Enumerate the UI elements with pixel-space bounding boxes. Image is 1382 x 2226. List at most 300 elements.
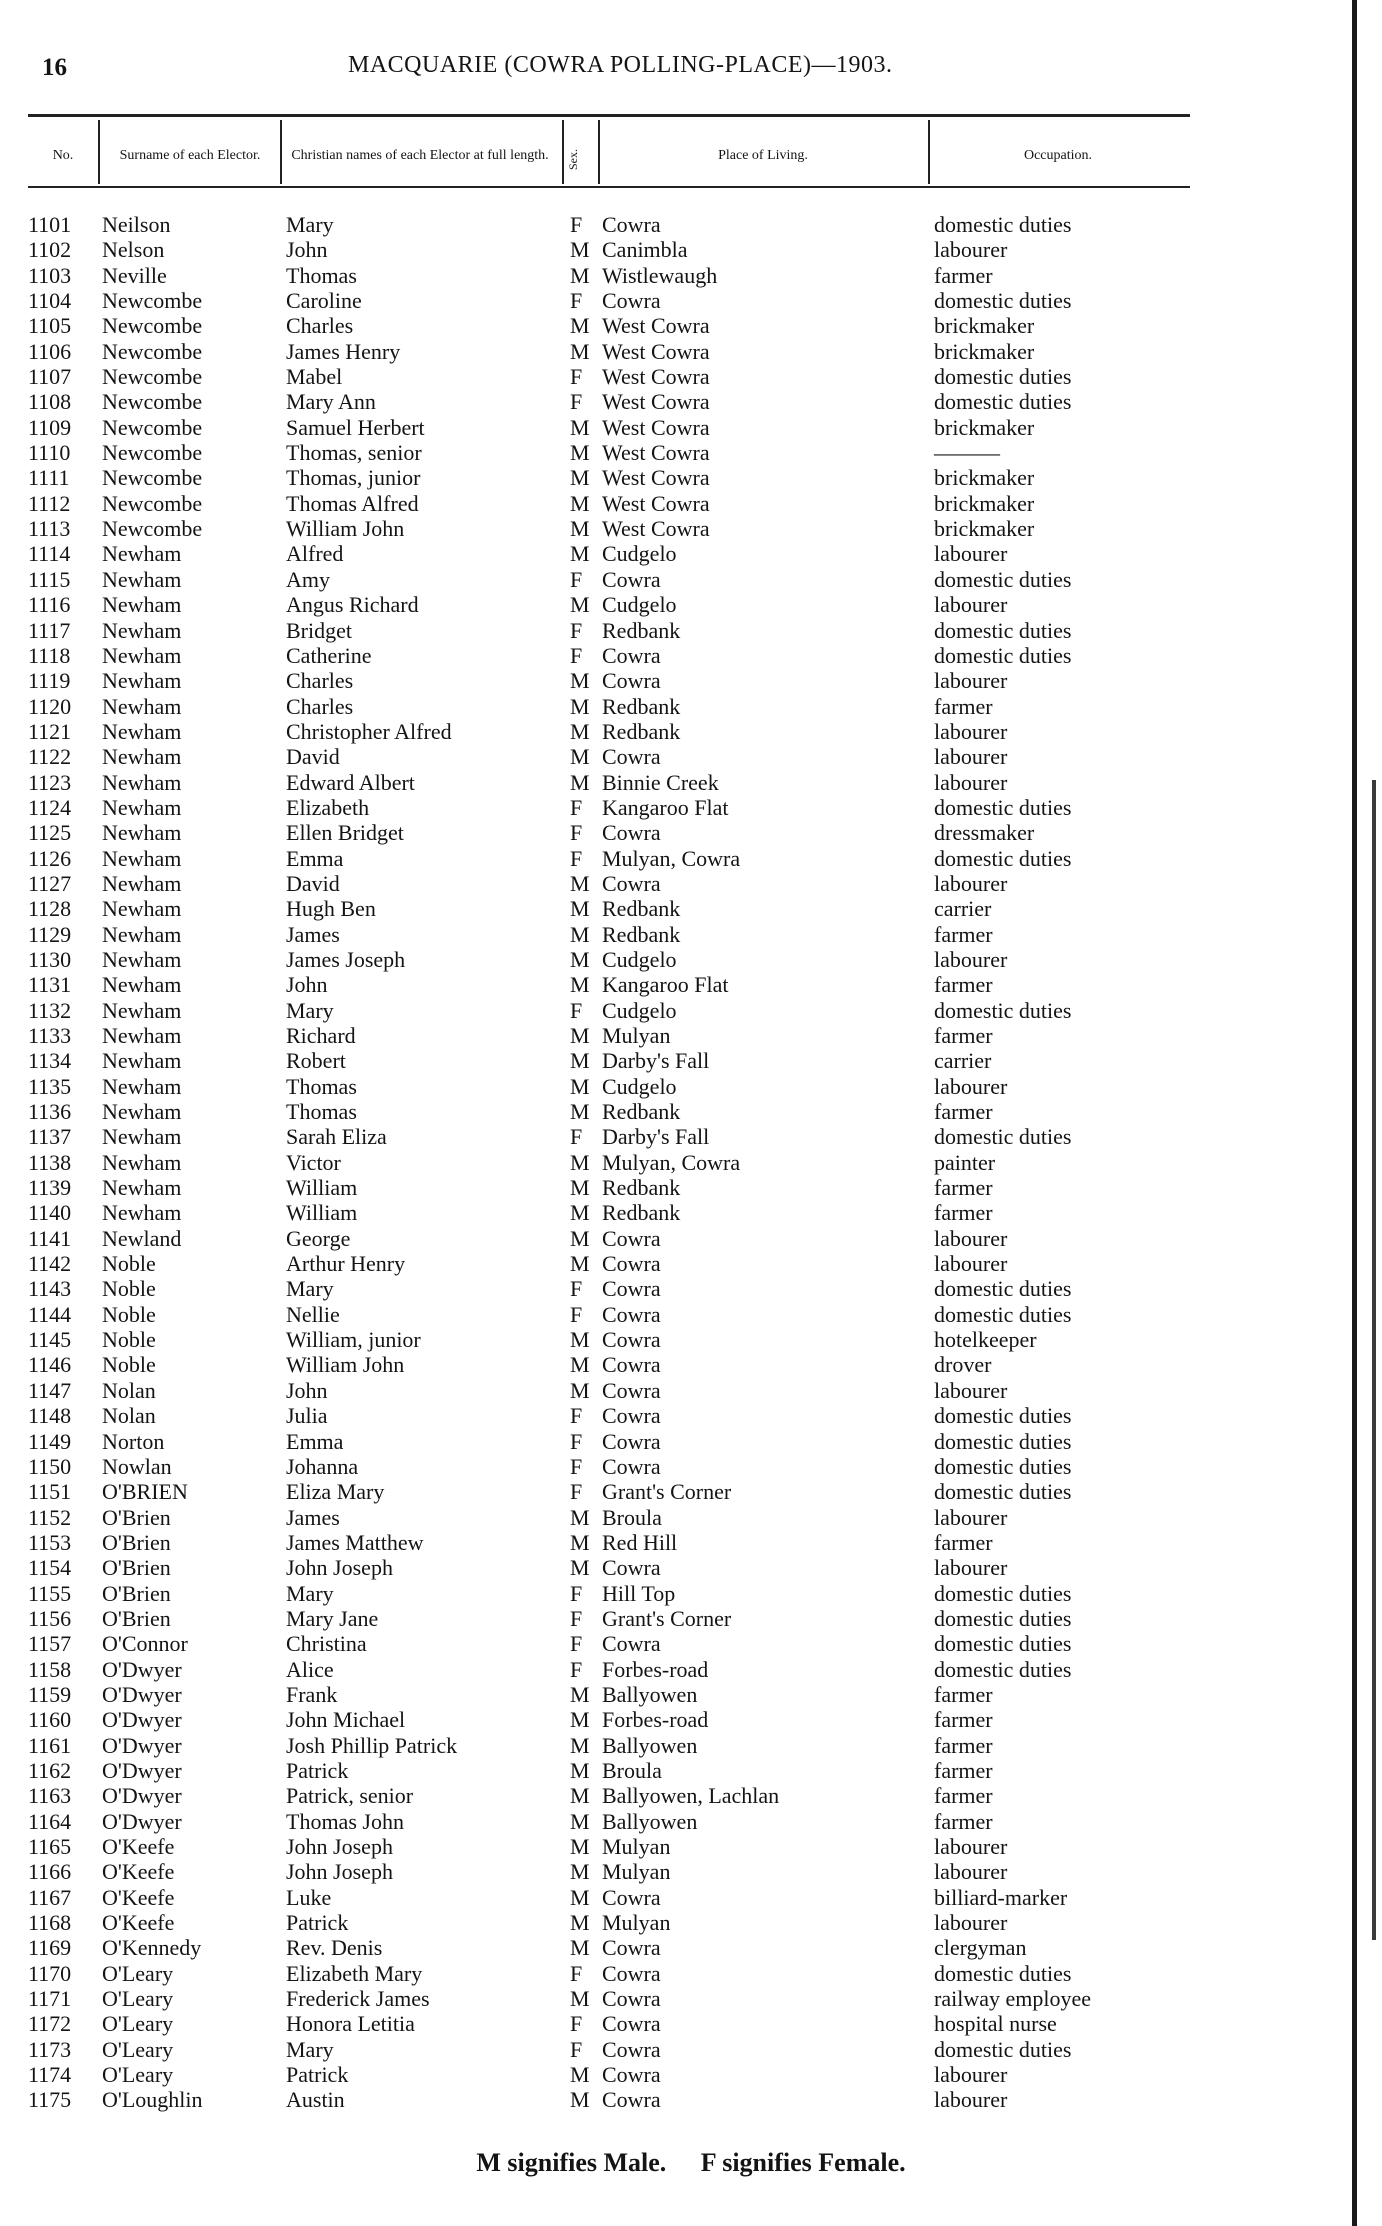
elector-place-of-living: West Cowra: [602, 465, 710, 491]
elector-place-of-living: Cowra: [602, 1377, 661, 1403]
table-row: [0, 592, 1382, 617]
elector-place-of-living: Broula: [602, 1504, 662, 1530]
elector-place-of-living: Grant's Corner: [602, 1479, 732, 1505]
elector-number: 1163: [28, 1783, 72, 1809]
table-row: [0, 1479, 1382, 1504]
elector-sex: M: [570, 516, 590, 542]
elector-christian-names: Mary Jane: [286, 1605, 379, 1631]
elector-surname: Noble: [102, 1301, 156, 1327]
elector-sex: M: [570, 1808, 590, 1834]
elector-place-of-living: Cowra: [602, 744, 661, 770]
elector-surname: O'Keefe: [102, 1910, 175, 1936]
male-legend: M signifies Male.: [476, 2148, 667, 2177]
table-row: [0, 896, 1382, 921]
elector-occupation: brickmaker: [934, 414, 1035, 440]
elector-number: 1139: [28, 1175, 72, 1201]
electoral-roll-table: [0, 212, 1382, 2113]
elector-christian-names: William John: [286, 516, 405, 542]
elector-number: 1152: [28, 1504, 72, 1530]
elector-sex: M: [570, 1200, 590, 1226]
elector-occupation: domestic duties: [934, 288, 1072, 314]
elector-occupation: clergyman: [934, 1935, 1027, 1961]
elector-christian-names: Edward Albert: [286, 769, 415, 795]
elector-christian-names: James Matthew: [286, 1529, 424, 1555]
table-row: [0, 1809, 1382, 1834]
elector-christian-names: Rev. Denis: [286, 1935, 383, 1961]
elector-surname: O'Leary: [102, 1960, 174, 1986]
elector-place-of-living: West Cowra: [602, 414, 710, 440]
elector-place-of-living: Ballyowen: [602, 1732, 698, 1758]
elector-number: 1128: [28, 896, 72, 922]
elector-place-of-living: West Cowra: [602, 389, 710, 415]
elector-place-of-living: Redbank: [602, 896, 681, 922]
elector-number: 1104: [28, 288, 72, 314]
elector-surname: Newham: [102, 541, 182, 567]
elector-occupation: labourer: [934, 1910, 1008, 1936]
elector-number: 1134: [28, 1048, 72, 1074]
elector-number: 1132: [28, 997, 72, 1023]
elector-place-of-living: Redbank: [602, 1099, 681, 1125]
elector-christian-names: John Joseph: [286, 1859, 393, 1885]
elector-surname: Newcombe: [102, 313, 203, 339]
elector-number: 1175: [28, 2087, 72, 2113]
elector-place-of-living: Cowra: [602, 642, 661, 668]
table-row: [0, 415, 1382, 440]
elector-christian-names: Thomas John: [286, 1808, 404, 1834]
elector-christian-names: David: [286, 744, 340, 770]
elector-christian-names: Christina: [286, 1631, 367, 1657]
elector-occupation: labourer: [934, 1251, 1008, 1277]
elector-place-of-living: Cowra: [602, 1555, 661, 1581]
elector-occupation: labourer: [934, 946, 1008, 972]
elector-surname: Noble: [102, 1327, 156, 1353]
elector-occupation: farmer: [934, 262, 993, 288]
elector-surname: O'Loughlin: [102, 2087, 203, 2113]
column-divider: [928, 120, 930, 184]
elector-occupation: farmer: [934, 972, 993, 998]
table-row: [0, 1276, 1382, 1301]
elector-surname: Newham: [102, 744, 182, 770]
elector-place-of-living: Cudgelo: [602, 1073, 677, 1099]
elector-number: 1158: [28, 1656, 72, 1682]
elector-sex: F: [570, 2036, 583, 2062]
elector-occupation: domestic duties: [934, 364, 1072, 390]
elector-number: 1171: [28, 1986, 72, 2012]
table-row: [0, 1581, 1382, 1606]
elector-sex: F: [570, 1276, 583, 1302]
footer-legend: [0, 2148, 1382, 2178]
elector-sex: F: [570, 1605, 583, 1631]
elector-sex: M: [570, 1251, 590, 1277]
page-title: MACQUARIE (COWRA POLLING-PLACE)—1903.: [348, 52, 893, 78]
table-row: [0, 1834, 1382, 1859]
elector-christian-names: Luke: [286, 1884, 332, 1910]
elector-sex: M: [570, 1529, 590, 1555]
elector-place-of-living: Cowra: [602, 1631, 661, 1657]
elector-surname: Newham: [102, 693, 182, 719]
elector-occupation: domestic duties: [934, 1605, 1072, 1631]
table-row: [0, 1961, 1382, 1986]
elector-occupation: labourer: [934, 1225, 1008, 1251]
elector-christian-names: James Joseph: [286, 946, 406, 972]
table-row: [0, 668, 1382, 693]
elector-sex: F: [570, 566, 583, 592]
elector-sex: M: [570, 1225, 590, 1251]
elector-christian-names: Mabel: [286, 364, 343, 390]
elector-christian-names: Catherine: [286, 642, 372, 668]
table-row: [0, 2062, 1382, 2087]
elector-number: 1107: [28, 364, 72, 390]
elector-number: 1151: [28, 1479, 72, 1505]
elector-christian-names: Thomas: [286, 262, 357, 288]
elector-number: 1155: [28, 1580, 72, 1606]
elector-occupation: domestic duties: [934, 1479, 1072, 1505]
table-row: [0, 643, 1382, 668]
table-row: [0, 1555, 1382, 1580]
elector-christian-names: Charles: [286, 693, 354, 719]
female-legend: F signifies Female.: [700, 2148, 906, 2177]
table-row: [0, 1124, 1382, 1149]
elector-occupation: labourer: [934, 1377, 1008, 1403]
elector-christian-names: Julia: [286, 1403, 328, 1429]
elector-sex: M: [570, 1073, 590, 1099]
table-row: [0, 1910, 1382, 1935]
elector-sex: F: [570, 1479, 583, 1505]
elector-surname: O'Brien: [102, 1605, 171, 1631]
table-row: [0, 947, 1382, 972]
elector-christian-names: Eliza Mary: [286, 1479, 385, 1505]
elector-christian-names: John: [286, 972, 328, 998]
elector-sex: M: [570, 946, 590, 972]
elector-sex: M: [570, 237, 590, 263]
elector-number: 1136: [28, 1099, 72, 1125]
elector-sex: M: [570, 490, 590, 516]
elector-place-of-living: Darby's Fall: [602, 1048, 710, 1074]
table-row: [0, 364, 1382, 389]
elector-christian-names: Sarah Eliza: [286, 1124, 387, 1150]
table-row: [0, 2011, 1382, 2036]
elector-sex: F: [570, 364, 583, 390]
elector-place-of-living: Redbank: [602, 921, 681, 947]
elector-number: 1161: [28, 1732, 72, 1758]
elector-occupation: domestic duties: [934, 1656, 1072, 1682]
elector-sex: M: [570, 1732, 590, 1758]
column-header-sex: Sex.: [566, 149, 580, 171]
elector-surname: O'Brien: [102, 1529, 171, 1555]
elector-number: 1164: [28, 1808, 72, 1834]
table-row: [0, 339, 1382, 364]
elector-place-of-living: West Cowra: [602, 364, 710, 390]
table-row: [0, 1783, 1382, 1808]
table-row: [0, 719, 1382, 744]
elector-occupation: hospital nurse: [934, 2011, 1057, 2037]
elector-place-of-living: Cowra: [602, 1301, 661, 1327]
elector-place-of-living: West Cowra: [602, 338, 710, 364]
elector-surname: Newcombe: [102, 414, 203, 440]
elector-christian-names: Angus Richard: [286, 592, 419, 618]
elector-surname: Nowlan: [102, 1453, 172, 1479]
table-row: [0, 1150, 1382, 1175]
elector-occupation: domestic duties: [934, 1276, 1072, 1302]
elector-surname: Newham: [102, 845, 182, 871]
elector-occupation: domestic duties: [934, 642, 1072, 668]
elector-number: 1145: [28, 1327, 72, 1353]
elector-number: 1168: [28, 1910, 72, 1936]
elector-christian-names: Elizabeth Mary: [286, 1960, 423, 1986]
elector-surname: Newham: [102, 566, 182, 592]
elector-sex: M: [570, 668, 590, 694]
elector-number: 1138: [28, 1149, 72, 1175]
elector-sex: F: [570, 845, 583, 871]
elector-christian-names: William, junior: [286, 1327, 421, 1353]
elector-place-of-living: Cowra: [602, 1935, 661, 1961]
elector-place-of-living: Cowra: [602, 2011, 661, 2037]
elector-sex: M: [570, 921, 590, 947]
elector-surname: O'Dwyer: [102, 1732, 182, 1758]
elector-sex: F: [570, 642, 583, 668]
elector-christian-names: Patrick: [286, 2062, 349, 2088]
elector-occupation: farmer: [934, 1200, 993, 1226]
elector-christian-names: Mary: [286, 212, 334, 237]
elector-christian-names: James: [286, 921, 340, 947]
table-row: [0, 1733, 1382, 1758]
elector-surname: Newham: [102, 870, 182, 896]
elector-occupation: brickmaker: [934, 313, 1035, 339]
elector-occupation: domestic duties: [934, 1453, 1072, 1479]
elector-sex: F: [570, 794, 583, 820]
elector-sex: M: [570, 2087, 590, 2113]
table-row: [0, 1885, 1382, 1910]
elector-occupation: domestic duties: [934, 212, 1072, 237]
elector-sex: M: [570, 1377, 590, 1403]
elector-surname: Norton: [102, 1428, 165, 1454]
elector-sex: M: [570, 1048, 590, 1074]
elector-number: 1108: [28, 389, 72, 415]
elector-number: 1149: [28, 1428, 72, 1454]
elector-number: 1106: [28, 338, 72, 364]
elector-christian-names: James Henry: [286, 338, 401, 364]
elector-occupation: painter: [934, 1149, 996, 1175]
elector-number: 1174: [28, 2062, 72, 2088]
elector-occupation: domestic duties: [934, 845, 1072, 871]
elector-occupation: farmer: [934, 1023, 993, 1048]
elector-christian-names: Samuel Herbert: [286, 414, 425, 440]
elector-christian-names: John Joseph: [286, 1834, 393, 1859]
elector-occupation: labourer: [934, 1073, 1008, 1099]
elector-place-of-living: Cowra: [602, 1276, 661, 1302]
elector-christian-names: Mary Ann: [286, 389, 376, 415]
elector-occupation: labourer: [934, 237, 1008, 263]
elector-occupation: labourer: [934, 2087, 1008, 2113]
elector-sex: M: [570, 1352, 590, 1378]
table-row: [0, 795, 1382, 820]
elector-occupation: farmer: [934, 1808, 993, 1834]
elector-number: 1123: [28, 769, 72, 795]
elector-occupation: farmer: [934, 921, 993, 947]
table-row: [0, 1758, 1382, 1783]
elector-surname: Noble: [102, 1251, 156, 1277]
elector-sex: M: [570, 1935, 590, 1961]
elector-number: 1172: [28, 2011, 72, 2037]
elector-christian-names: Elizabeth: [286, 794, 370, 820]
elector-surname: Newham: [102, 668, 182, 694]
elector-place-of-living: Cowra: [602, 2036, 661, 2062]
elector-surname: O'Leary: [102, 2036, 174, 2062]
elector-occupation: brickmaker: [934, 516, 1035, 542]
elector-sex: F: [570, 1656, 583, 1682]
elector-number: 1125: [28, 820, 72, 846]
elector-sex: M: [570, 1986, 590, 2012]
elector-christian-names: Thomas, junior: [286, 465, 421, 491]
elector-place-of-living: Kangaroo Flat: [602, 794, 729, 820]
elector-sex: F: [570, 1631, 583, 1657]
elector-surname: Newcombe: [102, 465, 203, 491]
elector-place-of-living: West Cowra: [602, 440, 710, 466]
table-row: [0, 237, 1382, 262]
elector-occupation: domestic duties: [934, 1960, 1072, 1986]
elector-occupation: domestic duties: [934, 1580, 1072, 1606]
elector-place-of-living: Cowra: [602, 1428, 661, 1454]
elector-number: 1160: [28, 1707, 72, 1733]
table-row: [0, 1048, 1382, 1073]
elector-surname: Newcombe: [102, 338, 203, 364]
elector-sex: M: [570, 718, 590, 744]
elector-number: 1122: [28, 744, 72, 770]
elector-christian-names: John Michael: [286, 1707, 406, 1733]
table-row: [0, 1429, 1382, 1454]
column-divider: [562, 120, 564, 184]
elector-number: 1101: [28, 212, 72, 237]
elector-surname: Newham: [102, 1175, 182, 1201]
table-row: [0, 770, 1382, 795]
elector-occupation: farmer: [934, 1732, 993, 1758]
elector-occupation: brickmaker: [934, 465, 1035, 491]
elector-number: 1141: [28, 1225, 72, 1251]
elector-sex: M: [570, 338, 590, 364]
elector-number: 1127: [28, 870, 72, 896]
elector-sex: M: [570, 1023, 590, 1048]
elector-number: 1105: [28, 313, 72, 339]
elector-occupation: domestic duties: [934, 566, 1072, 592]
elector-occupation: farmer: [934, 1681, 993, 1707]
elector-number: 1169: [28, 1935, 72, 1961]
elector-number: 1113: [28, 516, 71, 542]
elector-surname: Newcombe: [102, 389, 203, 415]
elector-occupation: brickmaker: [934, 490, 1035, 516]
elector-place-of-living: Mulyan, Cowra: [602, 845, 741, 871]
elector-number: 1119: [28, 668, 71, 694]
elector-place-of-living: Cudgelo: [602, 592, 677, 618]
table-row: [0, 1986, 1382, 2011]
elector-sex: M: [570, 870, 590, 896]
elector-place-of-living: Mulyan, Cowra: [602, 1149, 741, 1175]
elector-place-of-living: Redbank: [602, 1175, 681, 1201]
table-row: [0, 1606, 1382, 1631]
table-row: [0, 1657, 1382, 1682]
elector-christian-names: Ellen Bridget: [286, 820, 404, 846]
elector-christian-names: Thomas Alfred: [286, 490, 419, 516]
elector-christian-names: Patrick, senior: [286, 1783, 414, 1809]
elector-number: 1135: [28, 1073, 72, 1099]
elector-surname: Newland: [102, 1225, 182, 1251]
elector-sex: F: [570, 1453, 583, 1479]
elector-occupation: labourer: [934, 769, 1008, 795]
elector-sex: M: [570, 1681, 590, 1707]
elector-surname: O'Dwyer: [102, 1681, 182, 1707]
elector-christian-names: Emma: [286, 1428, 344, 1454]
elector-sex: M: [570, 440, 590, 466]
table-row: [0, 744, 1382, 769]
elector-sex: M: [570, 1783, 590, 1809]
elector-sex: M: [570, 1175, 590, 1201]
elector-occupation: domestic duties: [934, 1403, 1072, 1429]
elector-number: 1157: [28, 1631, 72, 1657]
elector-surname: Newham: [102, 921, 182, 947]
elector-occupation: farmer: [934, 693, 993, 719]
elector-surname: O'Leary: [102, 1986, 174, 2012]
table-row: [0, 1707, 1382, 1732]
elector-surname: Newham: [102, 769, 182, 795]
elector-place-of-living: Mulyan: [602, 1834, 671, 1859]
elector-place-of-living: Ballyowen: [602, 1681, 698, 1707]
elector-place-of-living: Cowra: [602, 1453, 661, 1479]
elector-occupation: domestic duties: [934, 2036, 1072, 2062]
elector-place-of-living: Cowra: [602, 1960, 661, 1986]
elector-place-of-living: Cowra: [602, 1327, 661, 1353]
elector-surname: Newham: [102, 1048, 182, 1074]
elector-sex: M: [570, 1707, 590, 1733]
elector-surname: Neilson: [102, 212, 171, 237]
elector-number: 1103: [28, 262, 72, 288]
elector-occupation: carrier: [934, 1048, 992, 1074]
table-row: [0, 313, 1382, 338]
table-row: [0, 1074, 1382, 1099]
elector-number: 1117: [28, 617, 71, 643]
elector-surname: Noble: [102, 1276, 156, 1302]
elector-christian-names: Bridget: [286, 617, 352, 643]
elector-christian-names: Charles: [286, 313, 354, 339]
elector-christian-names: Johanna: [286, 1453, 359, 1479]
table-row: [0, 440, 1382, 465]
elector-surname: Newham: [102, 997, 182, 1023]
elector-christian-names: Caroline: [286, 288, 362, 314]
elector-number: 1154: [28, 1555, 72, 1581]
elector-number: 1147: [28, 1377, 72, 1403]
elector-number: 1140: [28, 1200, 72, 1226]
table-row: [0, 618, 1382, 643]
elector-occupation: labourer: [934, 592, 1008, 618]
elector-place-of-living: West Cowra: [602, 516, 710, 542]
elector-occupation: labourer: [934, 744, 1008, 770]
table-row: [0, 465, 1382, 490]
elector-surname: O'BRIEN: [102, 1479, 188, 1505]
elector-occupation: farmer: [934, 1707, 993, 1733]
elector-place-of-living: Cowra: [602, 1884, 661, 1910]
elector-number: 1118: [28, 642, 71, 668]
elector-place-of-living: Darby's Fall: [602, 1124, 710, 1150]
elector-christian-names: Thomas, senior: [286, 440, 422, 466]
elector-christian-names: Alfred: [286, 541, 344, 567]
elector-place-of-living: Broula: [602, 1757, 662, 1783]
elector-surname: Noble: [102, 1352, 156, 1378]
elector-surname: Newham: [102, 1124, 182, 1150]
elector-christian-names: Patrick: [286, 1910, 349, 1936]
table-row: [0, 1327, 1382, 1352]
table-row: [0, 2087, 1382, 2112]
elector-number: 1111: [28, 465, 70, 491]
table-row: [0, 694, 1382, 719]
elector-surname: Newham: [102, 794, 182, 820]
